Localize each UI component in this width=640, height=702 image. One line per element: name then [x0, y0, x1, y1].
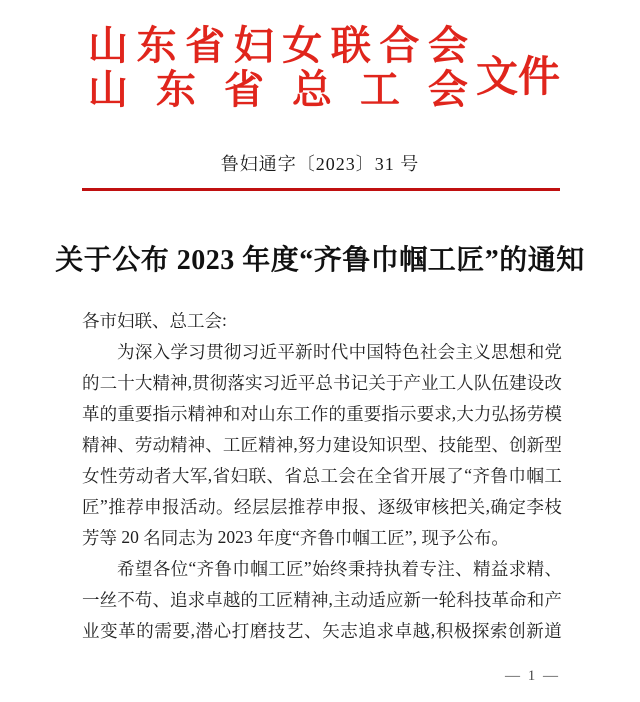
body-text-line: 希 望 各 位 “ 齐 鲁 巾 帼 工 匠 ” 始 终 秉 持 执 着 专 注 、 精 益 求 精 、: [117, 558, 562, 579]
doc-type-label: 文件: [475, 55, 560, 101]
body-text-line: 的 二 十 大 精 神 , 贯 彻 落 实 习 近 平 总 书 记 关 于 产 业 工 人 队 伍 建 设 改: [82, 372, 562, 393]
letterhead: [88, 24, 560, 112]
body-text-line: 精 神 、 劳 动 精 神 、 工 匠 精 神 , 努 力 建 设 知 识 型 、 技 能 型 、 创 新 型: [82, 434, 562, 455]
body-text-line: 革 的 重 要 指 示 精 神 和 对 山 东 工 作 的 重 要 指 示 要 求 , 大 力 弘 扬 劳 模: [82, 403, 562, 424]
org-names: [88, 24, 468, 112]
body-text-line: 为 深 入 学 习 贯 彻 习 近 平 新 时 代 中 国 特 色 社 会 主 义 思 想 和 党: [117, 342, 562, 362]
document-title: 关于公布 2023 年度“齐鲁巾帼工匠”的通知: [55, 245, 585, 276]
org-name-line-1: 山 东 省 妇 女 联 合 会: [88, 23, 468, 68]
red-separator-line: [82, 188, 560, 191]
document-number: 鲁妇通字〔2023〕31 号: [220, 154, 420, 174]
body-text-line: 芳 等 2 0 名 同 志 为 2 0 2 3 年 度 “ 齐 鲁 巾 帼 工 匠 ” , 现 予 公 布 。: [82, 527, 509, 548]
body-text-line: 一 丝 不 苟 、 追 求 卓 越 的 工 匠 精 神 , 主 动 适 应 新 一 轮 科 技 革 命 和 产: [82, 589, 562, 610]
body-text-line: 匠 ” 推 荐 申 报 活 动 。 经 层 层 推 荐 申 报 、 逐 级 审 核 把 关 , 确 定 李 枝: [82, 496, 562, 517]
salutation-line: 各 市 妇 联 、 总 工 会 :: [82, 310, 227, 331]
body-text-line: 业 变 革 的 需 要 , 潜 心 打 磨 技 艺 、 矢 志 追 求 卓 越 , 积 极 探 索 创 新 道: [82, 620, 562, 641]
org-name-line-2: 山 东 省 总 工 会: [88, 67, 468, 112]
document-body: [82, 305, 562, 646]
page-number: — 1 —: [505, 668, 560, 684]
body-text-line: 女 性 劳 动 者 大 军 , 省 妇 联 、 省 总 工 会 在 全 省 开 展 了 “ 齐 鲁 巾 帼 工: [82, 465, 562, 486]
